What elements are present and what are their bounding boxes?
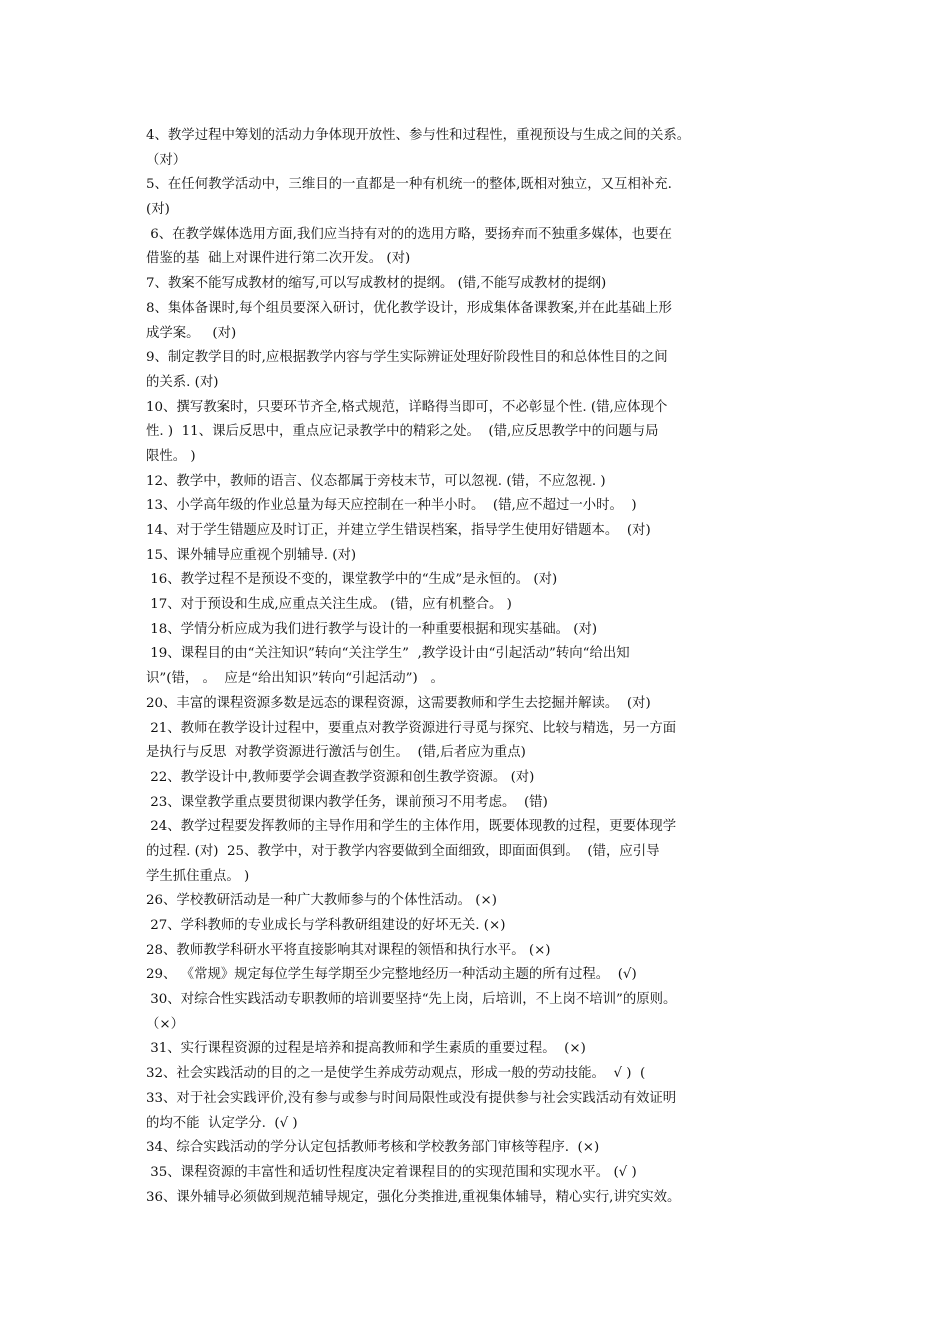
text-line: 10、撰写教案时，只要环节齐全,格式规范，详略得当即可，不必彰显个性. (错,应体现个 bbox=[146, 399, 668, 415]
text-line: (对) bbox=[146, 202, 170, 218]
text-line: 27、学科教师的专业成长与学科教研组建设的好坏无关. (×) bbox=[146, 918, 506, 933]
text-line: 26、学校教研活动是一种广大教师参与的个体性活动。 (×) bbox=[146, 893, 497, 909]
text-line: 24、教学过程要发挥教师的主导作用和学生的主体作用，既要体现教的过程，更要体现学 bbox=[146, 819, 677, 835]
text-line: 5、在任何教学活动中，三维目的一直都是一种有机统一的整体,既相对独立，又互相补充. bbox=[146, 177, 672, 193]
text-line: 35、课程资源的丰富性和适切性程度决定着课程目的的实现范围和实现水平。 (√ ) bbox=[146, 1164, 637, 1180]
text-line: 限性。 ) bbox=[146, 448, 196, 464]
text-line: 21、教师在教学设计过程中，要重点对教学资源进行寻觅与探究、比较与精选，另一方面 bbox=[146, 720, 677, 736]
text-line: 成学案。 (对) bbox=[146, 325, 237, 341]
text-line: 8、集体备课时,每个组员要深入研讨，优化教学设计，形成集体备课教案,并在此基础上形 bbox=[146, 300, 672, 316]
text-line: 36、课外辅导必须做到规范辅导规定，强化分类推进,重视集体辅导，精心实行,讲究实效。 bbox=[146, 1189, 681, 1205]
text-line: 23、课堂教学重点要贯彻课内教学任务，课前预习不用考虑。 (错) bbox=[146, 794, 548, 810]
text-line: 12、教学中，教师的语言、仪态都属于旁枝末节，可以忽视. (错，不应忽视. ) bbox=[146, 473, 606, 489]
text-line: 34、综合实践活动的学分认定包括教师考核和学校教务部门审核等程序. (×) bbox=[146, 1140, 600, 1156]
text-line: 学生抓住重点。 ) bbox=[146, 868, 250, 884]
text-line: 33、对于社会实践评价,没有参与或参与时间局限性或没有提供参与社会实践活动有效证明 bbox=[146, 1090, 677, 1106]
text-line: 性. ) 11、课后反思中，重点应记录教学中的精彩之处。 (错,应反思教学中的问题与局 bbox=[146, 424, 659, 440]
text-line: 29、 《常规》规定每位学生每学期至少完整地经历一种活动主题的所有过程。 (√) bbox=[146, 967, 637, 983]
text-line: 的过程. (对) 25、教学中，对于教学内容要做到全面细致，即面面俱到。 (错，应引导 bbox=[146, 843, 660, 859]
text-line: （×） bbox=[146, 1016, 185, 1032]
text-line: 9、制定教学目的时,应根据教学内容与学生实际辨证处理好阶段性目的和总体性目的之间 bbox=[146, 350, 668, 366]
text-line: 20、丰富的课程资源多数是远态的课程资源，这需要教师和学生去挖掘并解读。 (对) bbox=[146, 695, 651, 711]
text-line: 22、教学设计中,教师要学会调查教学资源和创生教学资源。 (对) bbox=[146, 769, 535, 785]
text-line: 4、教学过程中筹划的活动力争体现开放性、参与性和过程性，重视预设与生成之间的关系。 bbox=[146, 128, 691, 143]
text-line: 30、对综合性实践活动专职教师的培训要坚持“先上岗，后培训，不上岗不培训”的原则。 bbox=[146, 992, 677, 1008]
text-line: 的均不能 认定学分. (√ ) bbox=[146, 1115, 298, 1131]
text-line: 28、教师教学科研水平将直接影响其对课程的领悟和执行水平。 (×) bbox=[146, 942, 551, 958]
text-line: 6、在教学媒体选用方面,我们应当持有对的的选用方略，要扬弃而不独重多媒体，也要在 bbox=[146, 226, 672, 242]
text-line: 17、对于预设和生成,应重点关注生成。 (错，应有机整合。 ) bbox=[146, 597, 512, 613]
text-line: 13、小学高年级的作业总量为每天应控制在一种半小时。 (错,应不超过一小时。 ) bbox=[146, 498, 637, 514]
text-line: 14、对于学生错题应及时订正，并建立学生错误档案，指导学生使用好错题本。 (对) bbox=[146, 523, 651, 538]
text-line: 是执行与反思 对教学资源进行激活与创生。 (错,后者应为重点) bbox=[146, 745, 526, 761]
text-line: 的关系. (对) bbox=[146, 374, 219, 390]
text-line: 7、教案不能写成教材的缩写,可以写成教材的提纲。 (错,不能写成教材的提纲) bbox=[146, 276, 607, 292]
text-line: 借鉴的基 础上对课件进行第二次开发。 (对) bbox=[146, 251, 411, 267]
text-line: 18、学情分析应成为我们进行教学与设计的一种重要根据和现实基础。 (对) bbox=[146, 621, 598, 637]
document-page bbox=[146, 124, 822, 1210]
text-line: 16、教学过程不是预设不变的，课堂教学中的“生成”是永恒的。 (对) bbox=[146, 572, 558, 588]
text-line: 31、实行课程资源的过程是培养和提高教师和学生素质的重要过程。 (×) bbox=[146, 1041, 586, 1057]
text-line: 19、课程目的由“关注知识”转向“关注学生” ,教学设计由“引起活动”转向“给出知 bbox=[146, 646, 630, 662]
text-line: 15、课外辅导应重视个别辅导. (对) bbox=[146, 547, 357, 563]
text-line: 32、社会实践活动的目的之一是使学生养成劳动观点，形成一般的劳动技能。 √ ) ( bbox=[146, 1066, 646, 1082]
text-line: （对） bbox=[146, 152, 187, 168]
text-line: 识”(错， 。 应是“给出知识”转向“引起活动”) 。 bbox=[146, 671, 444, 687]
